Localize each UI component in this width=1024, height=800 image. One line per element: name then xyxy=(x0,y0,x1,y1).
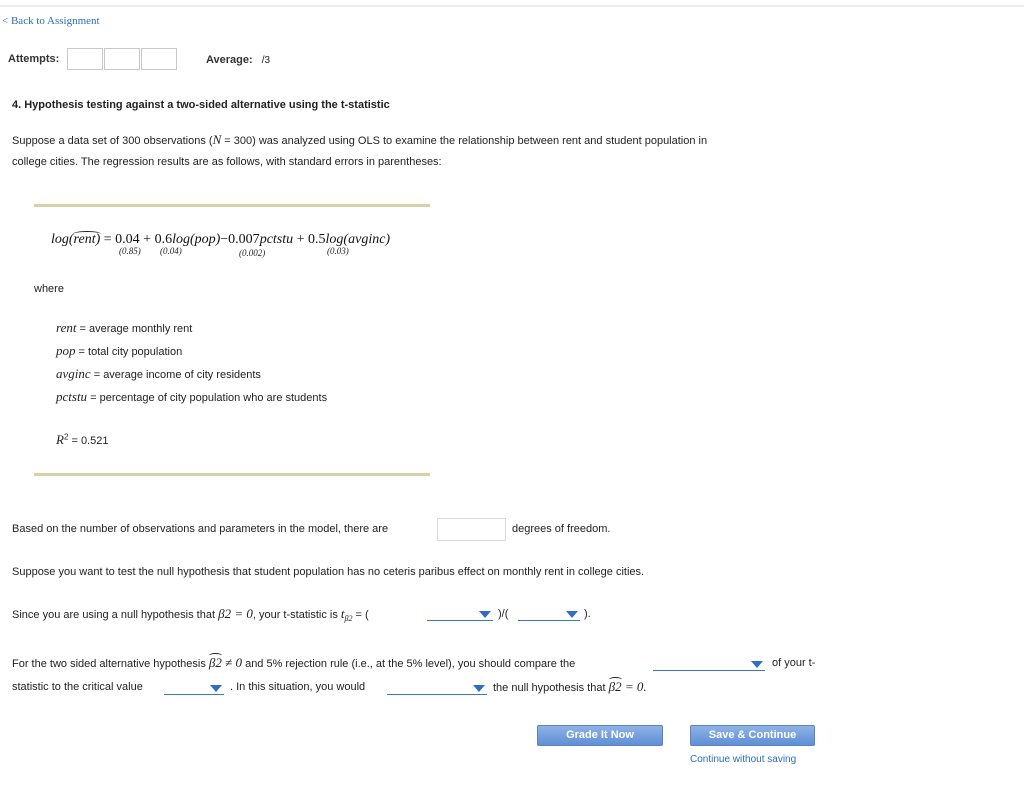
critical-value-dropdown[interactable] xyxy=(164,680,224,695)
dof-before: Based on the number of observations and parameters in the model, there are xyxy=(12,523,389,535)
where-label: where xyxy=(34,283,64,295)
var-desc: = average income of city residents xyxy=(90,369,261,381)
attempt-box xyxy=(104,48,140,70)
r-squared xyxy=(56,432,108,448)
dof-after: degrees of freedom. xyxy=(512,523,611,535)
top-divider xyxy=(0,5,1024,7)
alt-sentence xyxy=(12,655,575,671)
var-name: rent xyxy=(56,320,77,335)
var-name: pop xyxy=(56,343,76,358)
beta-hat-symbol: β2 xyxy=(608,679,622,694)
tstat-close: ). xyxy=(584,608,591,620)
alt-line2-before: statistic to the critical value xyxy=(12,681,143,693)
attempt-boxes xyxy=(67,48,178,70)
alt-line2-end xyxy=(493,679,647,695)
r2-symbol: R xyxy=(56,432,64,447)
beta-hat-symbol: β2 xyxy=(208,655,222,670)
tstat-sentence xyxy=(12,606,369,623)
eq-c2: −0.007 xyxy=(220,232,260,247)
attempt-box xyxy=(141,48,177,70)
back-to-assignment-link[interactable] xyxy=(2,15,100,27)
grade-it-now-button[interactable]: Grade It Now xyxy=(537,725,663,746)
tstat-denominator-dropdown[interactable] xyxy=(518,606,580,621)
intro-text: college cities. The regression results are as follows, with standard errors in parentheses: xyxy=(12,156,442,168)
tstat-between: )/( xyxy=(498,608,509,620)
t-subscript: β2 xyxy=(344,614,353,624)
rule-bottom xyxy=(34,473,430,476)
chevron-left-icon: < xyxy=(2,15,9,27)
t-symbol: t xyxy=(340,606,345,621)
se-pop: (0.04) xyxy=(160,246,182,256)
alt-text: the null hypothesis that xyxy=(493,682,606,694)
alt-text: For the two sided alternative hypothesis xyxy=(12,658,206,670)
eq-term: pctstu xyxy=(259,232,294,247)
attempt-box xyxy=(67,48,103,70)
chevron-down-icon xyxy=(473,685,485,692)
var-name: pctstu xyxy=(56,389,88,404)
chevron-down-icon xyxy=(210,685,222,692)
attempts-row xyxy=(8,48,178,70)
eq-term: log(avginc) xyxy=(325,232,391,247)
intro-paragraph xyxy=(12,129,707,173)
attempts-label: Attempts: xyxy=(8,53,60,65)
eq-term: log(pop) xyxy=(172,232,221,247)
definition-rent xyxy=(56,320,192,336)
definition-pop xyxy=(56,343,182,359)
dof-input[interactable] xyxy=(437,518,506,541)
r2-value: = 0.521 xyxy=(68,435,109,447)
tstat-text: , your t-statistic is xyxy=(252,609,338,621)
alt-after: of your t- xyxy=(772,657,816,669)
tstat-text: Since you are using a null hypothesis that xyxy=(12,609,216,621)
beta-symbol: β2 xyxy=(218,606,232,621)
eq-c1: 0.6 xyxy=(154,232,173,247)
eq-zero: = 0 xyxy=(231,606,253,621)
eq-plus: + xyxy=(293,232,309,247)
r2-exponent: 2 xyxy=(63,432,69,442)
eq-c3: 0.5 xyxy=(308,232,326,247)
se-pctstu: (0.002) xyxy=(239,248,266,258)
n-symbol: N xyxy=(212,132,222,147)
tstat-numerator-dropdown[interactable] xyxy=(427,606,493,621)
eq-c0: 0.04 xyxy=(115,232,140,247)
chevron-down-icon xyxy=(751,661,763,668)
var-name: avginc xyxy=(56,366,91,381)
null-hypothesis-statement: Suppose you want to test the null hypothesis that student population has no ceteris paribus effect on monthly rent in college cities. xyxy=(12,566,645,578)
var-desc: = total city population xyxy=(75,346,183,358)
eq-equals: = xyxy=(100,232,116,247)
intro-text: = 300) was analyzed using OLS to examine the relationship between rent and student population in xyxy=(221,135,708,147)
continue-without-saving-link[interactable]: Continue without saving xyxy=(690,754,797,765)
var-desc: = average monthly rent xyxy=(76,323,193,335)
average-label: Average: xyxy=(206,54,253,66)
average-display xyxy=(206,54,270,66)
save-continue-button[interactable]: Save & Continue xyxy=(690,725,815,746)
se-intercept: (0.85) xyxy=(119,246,141,256)
eq-lhs: log(rent) xyxy=(51,232,101,247)
chevron-down-icon xyxy=(566,611,578,618)
question-title: 4. Hypothesis testing against a two-sided alternative using the t-statistic xyxy=(12,99,390,111)
alt-text: and 5% rejection rule (i.e., at the 5% level), you should compare the xyxy=(242,658,576,670)
definition-avginc xyxy=(56,366,261,382)
intro-text: Suppose a data set of 300 observations ( xyxy=(12,135,213,147)
se-avginc: (0.03) xyxy=(327,246,349,256)
eq-plus: + xyxy=(139,232,155,247)
neq-zero: ≠ 0 xyxy=(221,655,243,670)
average-value: /3 xyxy=(261,55,271,66)
back-label: Back to Assignment xyxy=(10,15,100,27)
definition-pctstu xyxy=(56,389,327,405)
rule-top xyxy=(34,204,430,207)
chevron-down-icon xyxy=(479,611,491,618)
eq-zero: = 0. xyxy=(621,679,647,694)
var-desc: = percentage of city population who are students xyxy=(87,392,328,404)
alt-line2-mid: . In this situation, you would xyxy=(230,681,366,693)
tstat-text: = ( xyxy=(352,609,369,621)
compare-dropdown[interactable] xyxy=(653,656,765,671)
decision-dropdown[interactable] xyxy=(387,680,487,695)
